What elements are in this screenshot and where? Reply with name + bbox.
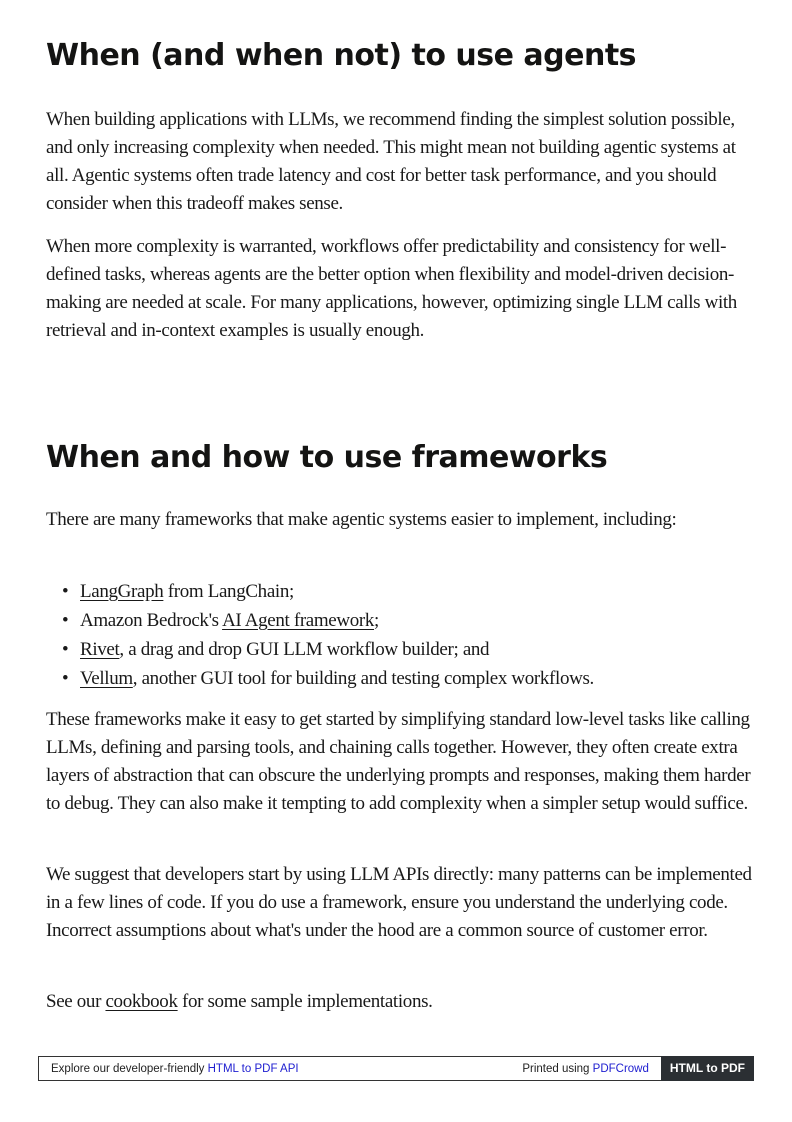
html-to-pdf-badge[interactable]: HTML to PDF (661, 1056, 754, 1081)
list-item: • Amazon Bedrock's AI Agent framework; (46, 607, 758, 636)
bullet-icon: • (62, 610, 69, 631)
bullet-icon: • (62, 639, 69, 660)
ai-agent-framework-link[interactable]: AI Agent framework (222, 610, 375, 631)
vellum-link[interactable]: Vellum (80, 668, 133, 689)
heading-frameworks: When and how to use frameworks (46, 440, 608, 475)
footer-explore: Explore our developer-friendly HTML to PDF API (51, 1062, 299, 1075)
framework-list (46, 578, 758, 694)
bullet-icon: • (62, 581, 69, 602)
cookbook-link[interactable]: cookbook (105, 991, 178, 1012)
paragraph-frameworks-intro: There are many frameworks that make agentic systems easier to implement, including: (46, 509, 677, 530)
paragraph-suggestion: We suggest that developers start by using LLM APIs directly: many patterns can be implemented in a few lines of code. If you do use a framework, ensure you understand the underlying code. Incorrect assumptions about what's under the hood are a common source of customer error. (46, 864, 752, 941)
pdfcrowd-link[interactable]: PDFCrowd (592, 1062, 649, 1075)
bullet-icon: • (62, 668, 69, 689)
pdfcrowd-footer (38, 1056, 754, 1081)
paragraph-frameworks-tradeoffs: These frameworks make it easy to get started by simplifying standard low-level tasks like calling LLMs, defining and parsing tools, and chaining calls together. However, they often create extra layers of abstraction that can obscure the underlying prompts and responses, making them harder to debug. They can also make it tempting to add complexity when a simpler setup would suffice. (46, 709, 751, 814)
heading-when-to-use-agents: When (and when not) to use agents (46, 38, 637, 73)
list-item: • Vellum, another GUI tool for building and testing complex workflows. (46, 665, 758, 694)
rivet-link[interactable]: Rivet (80, 639, 120, 660)
paragraph-simplest-solution: When building applications with LLMs, we recommend finding the simplest solution possible, and only increasing complexity when needed. This might mean not building agentic systems at all. Agentic systems often trade latency and cost for better task performance, and you should consider when this tradeoff makes sense. (46, 109, 736, 214)
list-item: • LangGraph from LangChain; (46, 578, 758, 607)
paragraph-cookbook: See our cookbook for some sample implementations. (46, 991, 433, 1012)
list-item: • Rivet, a drag and drop GUI LLM workflow builder; and (46, 636, 758, 665)
langgraph-link[interactable]: LangGraph (80, 581, 164, 602)
paragraph-complexity-warranted: When more complexity is warranted, workflows offer predictability and consistency for well-defined tasks, whereas agents are the better option when flexibility and model-driven decision-making are needed at scale. For many applications, however, optimizing single LLM calls with retrieval and in-context examples is usually enough. (46, 236, 737, 341)
footer-printed: Printed using PDFCrowd (522, 1062, 649, 1075)
html-to-pdf-api-link[interactable]: HTML to PDF API (207, 1062, 299, 1075)
